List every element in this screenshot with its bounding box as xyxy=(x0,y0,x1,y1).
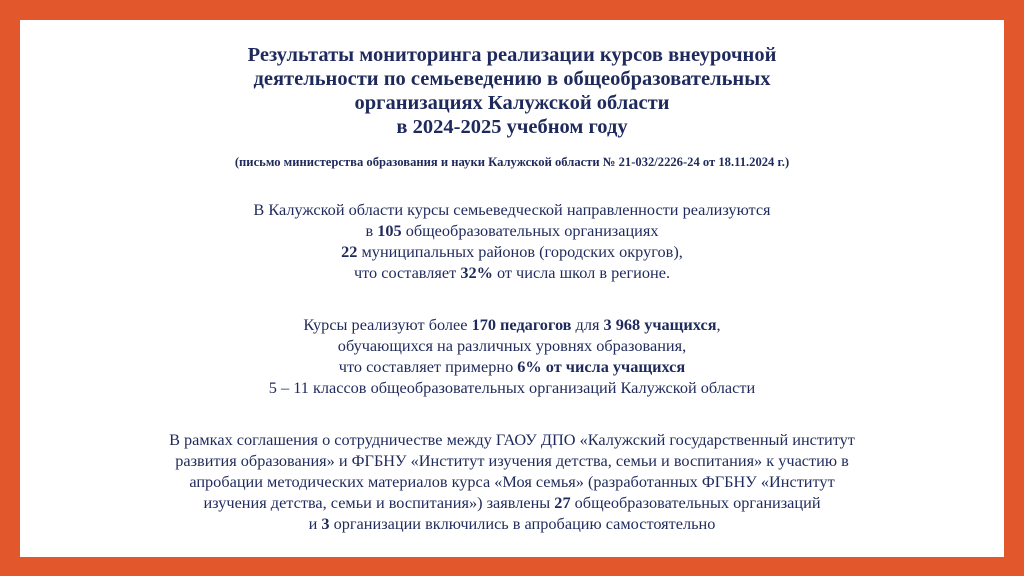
text: , xyxy=(716,315,721,334)
paragraph-line: В Калужской области курсы семьеведческой направленности реализуются xyxy=(253,200,771,219)
slide-subtitle: (письмо министерства образования и науки Калужской области № 21-032/2226-24 от 18.11.2024 г.) xyxy=(234,155,790,169)
paragraph-line xyxy=(20,220,1004,241)
highlight-number: 22 xyxy=(341,242,358,261)
paragraph-line xyxy=(20,356,1004,377)
highlight-number: 3 xyxy=(321,514,330,533)
text: общеобразовательных организациях xyxy=(401,221,659,240)
text: что составляет xyxy=(353,263,461,282)
title-line-2: деятельности по семьеведению в общеобразовательных xyxy=(253,68,771,90)
paragraph-line: В рамках соглашения о сотрудничестве между ГАОУ ДПО «Калужский государственный институт xyxy=(169,430,855,449)
highlight-number: 27 xyxy=(554,493,571,512)
title-line-4: в 2024-2025 учебном году xyxy=(396,116,628,138)
highlight-number: 105 xyxy=(377,221,402,240)
paragraph-line xyxy=(20,241,1004,262)
paragraph-schools xyxy=(20,199,1004,283)
paragraph-line: апробации методических материалов курса «Моя семья» (разработанных ФГБНУ «Институт xyxy=(189,472,835,491)
paragraph-line xyxy=(20,513,1004,534)
text: муниципальных районов (городских округов), xyxy=(357,242,683,261)
paragraph-line xyxy=(20,492,1004,513)
paragraph-agreement xyxy=(20,429,1004,534)
paragraph-line xyxy=(20,262,1004,283)
highlight-text: 3 968 учащихся xyxy=(603,315,717,334)
slide-card xyxy=(20,20,1004,557)
highlight-text: 170 педагогов xyxy=(471,315,572,334)
slide-title xyxy=(20,43,1004,139)
highlight-text: 6% от числа учащихся xyxy=(517,357,686,376)
text: изучения детства, семьи и воспитания») заявлены xyxy=(203,493,555,512)
text: от числа школ в регионе. xyxy=(492,263,671,282)
title-line-1: Результаты мониторинга реализации курсов внеурочной xyxy=(247,44,777,66)
paragraph-teachers xyxy=(20,314,1004,398)
text: организации включились в апробацию самостоятельно xyxy=(329,514,716,533)
text: для xyxy=(571,315,604,334)
text: что составляет примерно xyxy=(338,357,518,376)
highlight-number: 32% xyxy=(460,263,493,282)
text: Курсы реализуют более xyxy=(303,315,472,334)
text: в xyxy=(365,221,378,240)
text: и xyxy=(308,514,322,533)
title-line-3: организациях Калужской области xyxy=(354,92,670,114)
paragraph-line: развития образования» и ФГБНУ «Институт изучения детства, семьи и воспитания» к участию в xyxy=(175,451,849,470)
paragraph-line: 5 – 11 классов общеобразовательных организаций Калужской области xyxy=(268,378,756,397)
paragraph-line: обучающихся на различных уровнях образования, xyxy=(337,336,687,355)
paragraph-line xyxy=(20,314,1004,335)
text: общеобразовательных организаций xyxy=(570,493,821,512)
